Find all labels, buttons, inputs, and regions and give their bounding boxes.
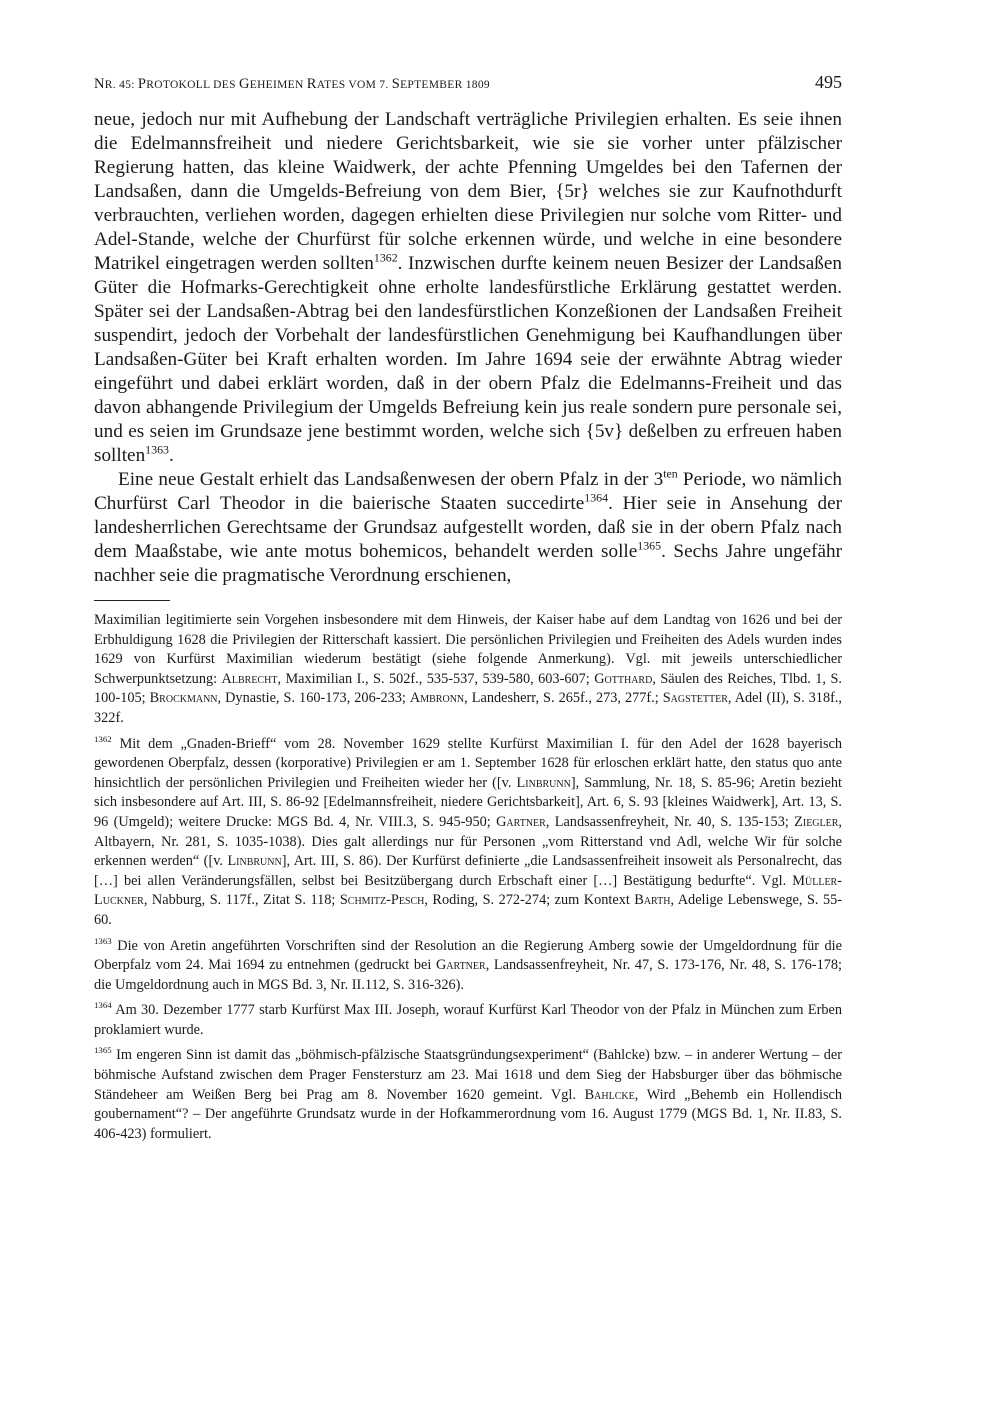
footnote-ref-1365[interactable]: 1365: [637, 538, 662, 553]
running-head: [94, 72, 842, 108]
footnote-number: 1364: [94, 1000, 112, 1011]
footnote-number: 1365: [94, 1045, 112, 1056]
footnote-number: 1363: [94, 935, 112, 946]
footnote-ref-1364[interactable]: 1364: [584, 490, 609, 505]
footnote-ref-1363[interactable]: 1363: [145, 442, 169, 457]
footnote-1363: $^{1363}$ Die von Aretin angeführten Vorschriften sind der Resolution an die Regierung Amberg sowie der Umgeldordnung für die Oberpfalz vom 24. Mai 1694 zu entnehmen (gedruckt bei Gartner, Landsassenfreyheit, Nr. 47, S. 173-176, Nr. 48, S. 176-178; die Umgeldordnung auch in MGS Bd. 3, Nr. II.112, S. 316-326).: [94, 935, 842, 993]
main-text: [94, 108, 842, 588]
paragraph-2: Eine neue Gestalt erhielt das Landsaßenwesen der obern Pfalz in der $3^{ten}$ Periode, wo nämlich Churfürst Carl Theodor in die baierische Staaten succedirte$^{1364}$. Hier seie in Ansehung der landesherrlichen Gerechtsame der Grundsaz aufgestellt worden, daß sie in der obern Pfalz nach dem Maaßstabe, wie ante motus bohemicos, behandelt werden solle$^{1365}$. Sechs Jahre ungefähr nachher seie die pragmatische Verordnung erschienen,: [94, 466, 842, 586]
footnote-number: 1362: [94, 733, 112, 744]
footnote-1364: $^{1364}$ Am 30. Dezember 1777 starb Kurfürst Max III. Joseph, worauf Kurfürst Karl Theodor von der Pfalz in München zum Erben proklamiert wurde.: [94, 1000, 842, 1038]
footnote-1365: $^{1365}$ Im engeren Sinn ist damit das „böhmisch-pfälzische Staatsgründungsexperiment“ (Bahlcke) bzw. – in anderer Wertung – der böhmische Aufstand zwischen dem Prager Fenstersturz am 23. Mai 1618 und dem Sieg der Habsburger über das böhmische Ständeheer am Weißen Berg bei Prag am 8. November 1620 gemeint. Vgl. Bahlcke, Wird „Behemb ein Hollendisch goubernament“? – Der angeführte Grundsatz wurde in der Hofkammerordnung vom 16. August 1779 (MGS Bd. 1, Nr. II.83, S. 406-423) formuliert.: [94, 1045, 843, 1142]
page-number: 495: [815, 72, 842, 92]
footnotes: [94, 611, 842, 1144]
footnote-1362: $^{1362}$ Mit dem „Gnaden-Brieff“ vom 28. November 1629 stellte Kurfürst Maximilian I. für den Adel der 1628 bayerisch gewordenen Oberpfalz, dessen (korporative) Privilegien er am 1. September 1628 für erloschen erklärt hatte, den status quo ante hinsichtlich der persönlichen Privilegien und Freiheiten wieder her ([v. Linbrunn], Sammlung, Nr. 18, S. 85-96; Aretin bezieht sich insbesondere auf Art. III, S. 86-92 [Edelmannsfreiheit, niedere Gerichtsbarkeit], Art. 6, S. 93 [kleines Waidwerk], Art. 13, S. 96 (Umgeld); weitere Drucke: MGS Bd. 4, Nr. VIII.3, S. 945-950; Gartner, Landsassenfreyheit, Nr. 40, S. 135-153; Ziegler, Altbayern, Nr. 281, S. 1035-1038). Dies galt allerdings nur für Personen „vom Ritterstand vnd Adl, welche Wir für solche erkennen werden“ ([v. Linbrunn], Art. III, S. 86). Der Kurfürst definierte „die Landsassenfreiheit insoweit als Personalrecht, das […] bei allen Veränderungsfällen, selbst bei Besitzübergang durch Erbschaft einer […] Bestätigung bedurfte“. Vgl. Müller-Luckner, Nabburg, S. 117f., Zitat S. 118; Schmitz-Pesch, Roding, S. 272-274; zum Kontext Barth, Adelige Lebenswege, S. 55-60.: [94, 733, 842, 928]
footnote-continued: Maximilian legitimierte sein Vorgehen insbesondere mit dem Hinweis, der Kaiser habe auf dem Landtag von 1626 und bei der Erbhuldigung 1628 die Privilegien der Ritterschaft kassiert. Die persönlichen Privilegien und Freiheiten des Adels wurden indes 1629 von Kurfürst Maximilian wiederum bestätigt (siehe folgende Anmerkung). Vgl. mit jeweils unterschiedlicher Schwerpunktsetzung: Albrecht, Maximilian I., S. 502f., 535-537, 539-580, 603-607; Gotthard, Säulen des Reiches, Tlbd. 1, S. 100-105; Brockmann, Dynastie, S. 160-173, 206-233; Ambronn, Landesherr, S. 265f., 273, 277f.; Sagstetter, Adel (II), S. 318f., 322f.: [94, 612, 843, 726]
superscript-ten: ten: [663, 466, 678, 481]
footnote-separator: [94, 600, 170, 601]
document-page: [94, 70, 842, 1150]
footnote-ref-1362[interactable]: 1362: [373, 250, 398, 265]
paragraph-1: neue, jedoch nur mit Aufhebung der Landschaft verträgliche Privilegien erhalten. Es seie ihnen die Edelmannsfreiheit und niedere Gerichtsbarkeit, wie sie sie vorher unter pfälzischer Regierung hatten, das kleine Waidwerk, der achte Pfenning Umgeldes bei den Tafernen der Landsaßen, dann die Umgelds-Befreiung von dem Bier, {5r} welches sie zur Kaufnothdurft verbrauchten, verliehen worden, dagegen erhielten diese Privilegien nur solche vom Ritter- und Adel-Stande, welche der Churfürst für solche erkennen würde, und welche in eine besondere Matrikel eingetragen werden sollten$^{1362}$. Inzwischen durfte keinem neuen Besizer der Landsaßen Güter die Hofmarks-Gerechtigkeit ohne erholte landesfürstliche Erklärung gestattet werden. Später sei der Landsaßen-Abtrag bei den landesfürstlichen Konzeßionen der Landsaßen Freiheit suspendirt, jedoch der Vorbehalt der landesfürstlichen Genehmigung bei Kaufhandlungen über Landsaßen-Güter bei Kraft erhalten worden. Im Jahre 1694 seie der erwähnte Abtrag wieder eingeführt und dabei erklärt worden, daß in der obern Pfalz die Edelmanns-Freiheit und das davon abhangende Privilegium der Umgelds Befreiung kein jus reale sondern pure personale sei, und es seien im Grundsaze jene bestimmt worden, welche sich {5v} deßelben zu erfreuen haben sollten$^{1363}$.: [94, 109, 842, 466]
running-title: NR. 45: PROTOKOLL DES GEHEIMEN RATES VOM 7. SEPTEMBER 1809: [94, 76, 490, 92]
